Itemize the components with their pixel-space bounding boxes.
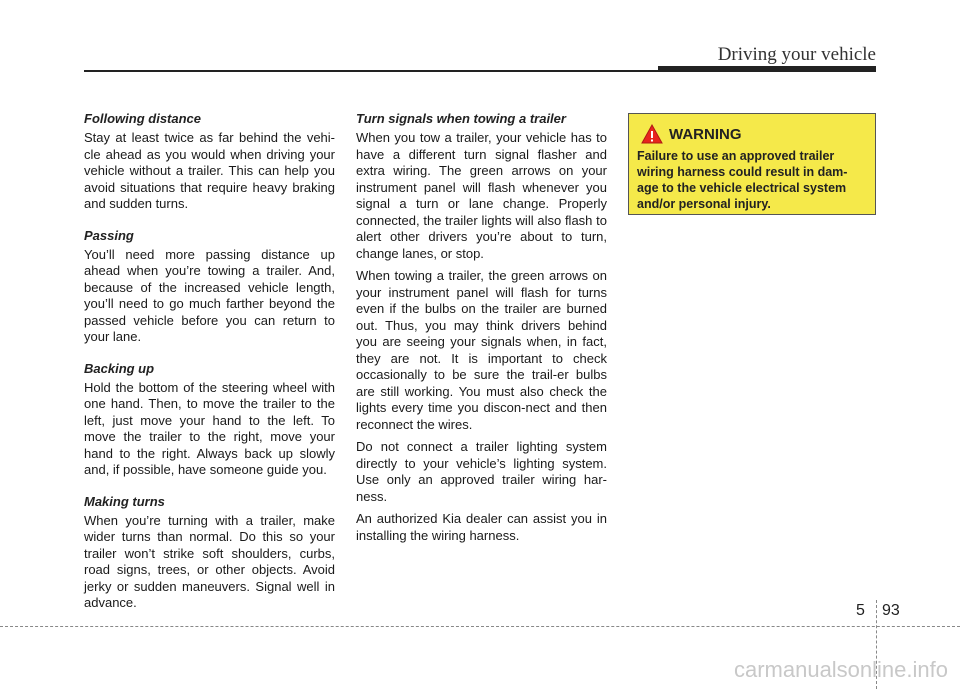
section-text-backing-up: Hold the bottom of the steering wheel with one hand. Then, to move the trailer to the left, just move your hand to the left. To move the trailer to the right, move your hand to the right. Always back up slowly and, if possible, have someone guide you. [84,379,335,477]
section-text-following-distance: Stay at least twice as far behind the vehi-cle ahead as you would when driving your vehicle without a trailer. This can help you avoid situations that require heavy braking and sudden turns. [84,130,335,211]
warning-box [628,113,876,215]
header-rule-accent [658,66,876,72]
chapter-number: 5 [856,602,865,619]
section-text-passing: You’ll need more passing distance up ahead when you’re towing a trailer. And, because of the increased vehicle length, you’ll need to go much farther beyond the passed vehicle before you can return to your lane. [84,246,335,344]
turn-signals-paragraph-1: When you tow a trailer, your vehicle has to have a different turn signal flasher and extra wiring. The green arrows on your instrument panel will flash whenever you signal a turn or lane change. Properly connected, the trailer lights will also flash to alert other drivers you’re about to turn, change lanes, or stop. [356,130,607,261]
warning-text: Failure to use an approved trailer wiring harness could result in dam-age to the vehicle electrical system and/or personal injury. [637,149,848,211]
turn-signals-paragraph-4: An authorized Kia dealer can assist you in installing the wiring harness. [356,511,607,543]
middle-column [356,110,607,550]
watermark: carmanualsonline.info [733,657,948,682]
section-heading-backing-up: Backing up [84,360,155,376]
footer-divider [0,626,960,627]
warning-title: WARNING [669,125,742,143]
section-heading-making-turns: Making turns [84,493,165,509]
page-number: 93 [882,602,900,619]
section-heading-passing: Passing [84,227,134,243]
turn-signals-paragraph-3: Do not connect a trailer lighting system directly to your vehicle’s lighting system. Use only an approved trailer wiring har-ness. [356,439,607,504]
left-column [84,110,335,626]
turn-signals-paragraph-2: When towing a trailer, the green arrows on your instrument panel will flash for turns even if the bulbs on the trailer are burned out. Thus, you may think drivers behind you are seeing your signals when, in fact, they are not. It is important to check occasionally to be sure the trail-er bulbs are still working. You must also check the lights every time you discon-nect and then reconnect the wires. [356,268,607,432]
section-heading-following-distance: Following distance [84,111,202,126]
header-title: Driving your vehicle [717,44,876,65]
section-text-making-turns: When you’re turning with a trailer, make wider turns than normal. Do this so your trailer won’t strike soft shoulders, curbs, road signs, trees, or other objects. Avoid jerky or sudden maneuvers. Signal well in advance. [84,512,335,610]
section-heading-turn-signals: Turn signals when towing a trailer [356,111,566,126]
warning-triangle-icon [641,124,663,144]
warning-header [637,124,867,144]
